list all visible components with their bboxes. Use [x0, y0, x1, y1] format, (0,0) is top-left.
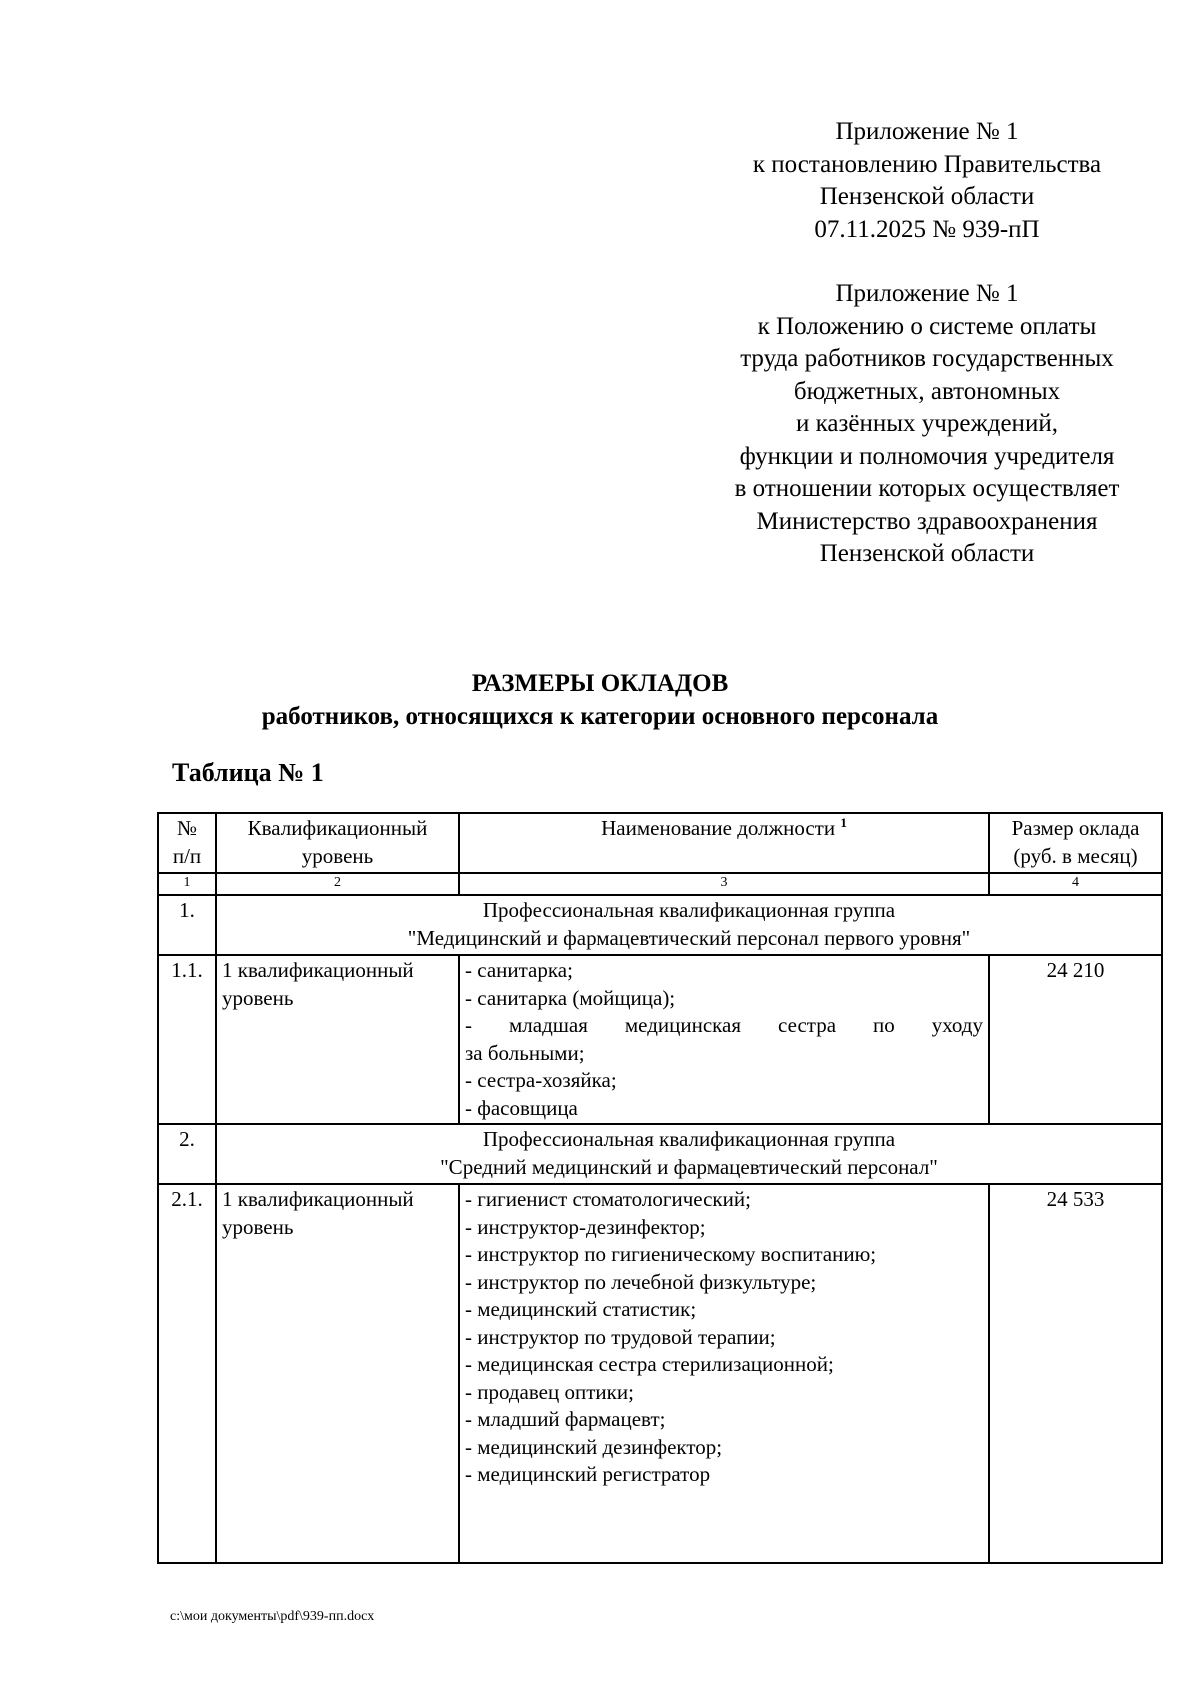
- position-item: - младший фармацевт;: [465, 1407, 666, 1431]
- header-salary-line: Размер оклада: [1011, 816, 1140, 840]
- footnote-marker: 1: [840, 815, 847, 830]
- position-item: за больными;: [465, 1040, 585, 1065]
- group-title-line: Профессиональная квалификационная группа: [482, 1127, 896, 1151]
- appendix-2-line: Пензенской области: [819, 540, 1035, 567]
- row-positions: [459, 955, 989, 1124]
- row-level: [216, 955, 459, 1124]
- position-item: - инструктор по лечебной физкультуре;: [465, 1269, 817, 1294]
- row-level-line: уровень: [222, 1214, 294, 1239]
- column-number: 4: [989, 873, 1162, 895]
- table-caption: Таблица № 1: [172, 758, 324, 787]
- row-level-line: уровень: [222, 985, 294, 1010]
- appendix-1-line: 07.11.2025 № 939-пП: [814, 215, 1040, 243]
- header-salary-line: (руб. в месяц): [1013, 843, 1138, 868]
- position-item: - медицинский дезинфектор;: [465, 1434, 723, 1459]
- document-title: РАЗМЕРЫ ОКЛАДОВ: [471, 670, 729, 697]
- appendix-1-line: Пензенской области: [819, 183, 1035, 210]
- header-num-line: п/п: [172, 843, 202, 868]
- appendix-1-line: к постановлению Правительства: [752, 150, 1102, 178]
- group-row: [158, 895, 1162, 955]
- cell-spacer: [465, 1489, 983, 1561]
- appendix-2-block: [690, 278, 1164, 571]
- row-positions: [459, 1184, 989, 1563]
- appendix-2-line: Министерство здравоохранения: [756, 507, 1098, 535]
- position-item: - фасовщица: [465, 1095, 578, 1120]
- position-item: - гигиенист стоматологический;: [465, 1187, 751, 1211]
- appendix-2-line: функции и полномочия учредителя: [739, 442, 1115, 470]
- group-row: [158, 1124, 1162, 1184]
- position-item: - медицинский регистратор: [465, 1462, 711, 1486]
- row-level-line: 1 квалификационный: [222, 958, 414, 982]
- row-number: 1.1.: [158, 955, 216, 1124]
- header-position: [459, 813, 989, 873]
- position-item: - санитарка;: [465, 958, 573, 982]
- position-item: - продавец оптики;: [465, 1379, 634, 1404]
- table-row: [158, 1184, 1162, 1563]
- table-row: [158, 955, 1162, 1124]
- row-number: 2.1.: [158, 1184, 216, 1563]
- position-item: - сестра-хозяйка;: [465, 1068, 617, 1092]
- group-number: 1.: [158, 895, 216, 955]
- column-number-row: [158, 873, 1162, 895]
- row-level-line: 1 квалификационный: [222, 1187, 414, 1211]
- position-item: - инструктор по трудовой терапии;: [465, 1324, 776, 1349]
- position-item: - младшая медицинская сестра по уходу: [465, 1013, 983, 1037]
- column-number: 2: [216, 873, 459, 895]
- row-level: [216, 1184, 459, 1563]
- appendix-2-line: и казённых учреждений,: [796, 410, 1058, 437]
- salary-table: [157, 812, 1163, 1564]
- appendix-2-line: Приложение № 1: [835, 280, 1019, 307]
- table-header-row: [158, 813, 1162, 873]
- header-salary: [989, 813, 1162, 873]
- row-salary: 24 533: [989, 1184, 1162, 1563]
- column-number: 3: [459, 873, 989, 895]
- group-title-line: "Средний медицинский и фармацевтический персонал": [440, 1154, 938, 1179]
- appendix-1-line: Приложение № 1: [835, 118, 1019, 145]
- appendix-1-block: [690, 116, 1164, 246]
- appendix-2-line: труда работников государственных: [740, 345, 1114, 372]
- appendix-2-line: в отношении которых осуществляет: [734, 475, 1120, 502]
- appendix-2-line: бюджетных, автономных: [793, 377, 1061, 405]
- group-title-line: "Медицинский и фармацевтический персонал первого уровня": [407, 925, 971, 950]
- row-salary: 24 210: [989, 955, 1162, 1124]
- column-number: 1: [158, 873, 216, 895]
- header-num: [158, 813, 216, 873]
- header-position-label: Наименование должности: [601, 816, 836, 840]
- header-num-line: №: [176, 816, 198, 840]
- document-subtitle: работников, относящихся к категории основного персонала: [261, 703, 939, 730]
- header-level-line: Квалификационный: [247, 816, 428, 840]
- header-level: [216, 813, 459, 873]
- group-number: 2.: [158, 1124, 216, 1184]
- appendix-2-line: к Положению о системе оплаты: [757, 312, 1097, 340]
- group-title: [216, 1124, 1162, 1184]
- position-item: - медицинская сестра стерилизационной;: [465, 1352, 834, 1376]
- position-item: - инструктор-дезинфектор;: [465, 1214, 706, 1239]
- position-item: - инструктор по гигиеническому воспитанию;: [465, 1242, 877, 1266]
- header-level-line: уровень: [301, 843, 374, 868]
- group-title: [216, 895, 1162, 955]
- position-item: - санитарка (мойщица);: [465, 985, 676, 1010]
- group-title-line: Профессиональная квалификационная группа: [482, 898, 896, 922]
- footer-file-path: c:\мои документы\pdf\939-пп.docx: [170, 1609, 375, 1624]
- position-item: - медицинский статистик;: [465, 1297, 697, 1321]
